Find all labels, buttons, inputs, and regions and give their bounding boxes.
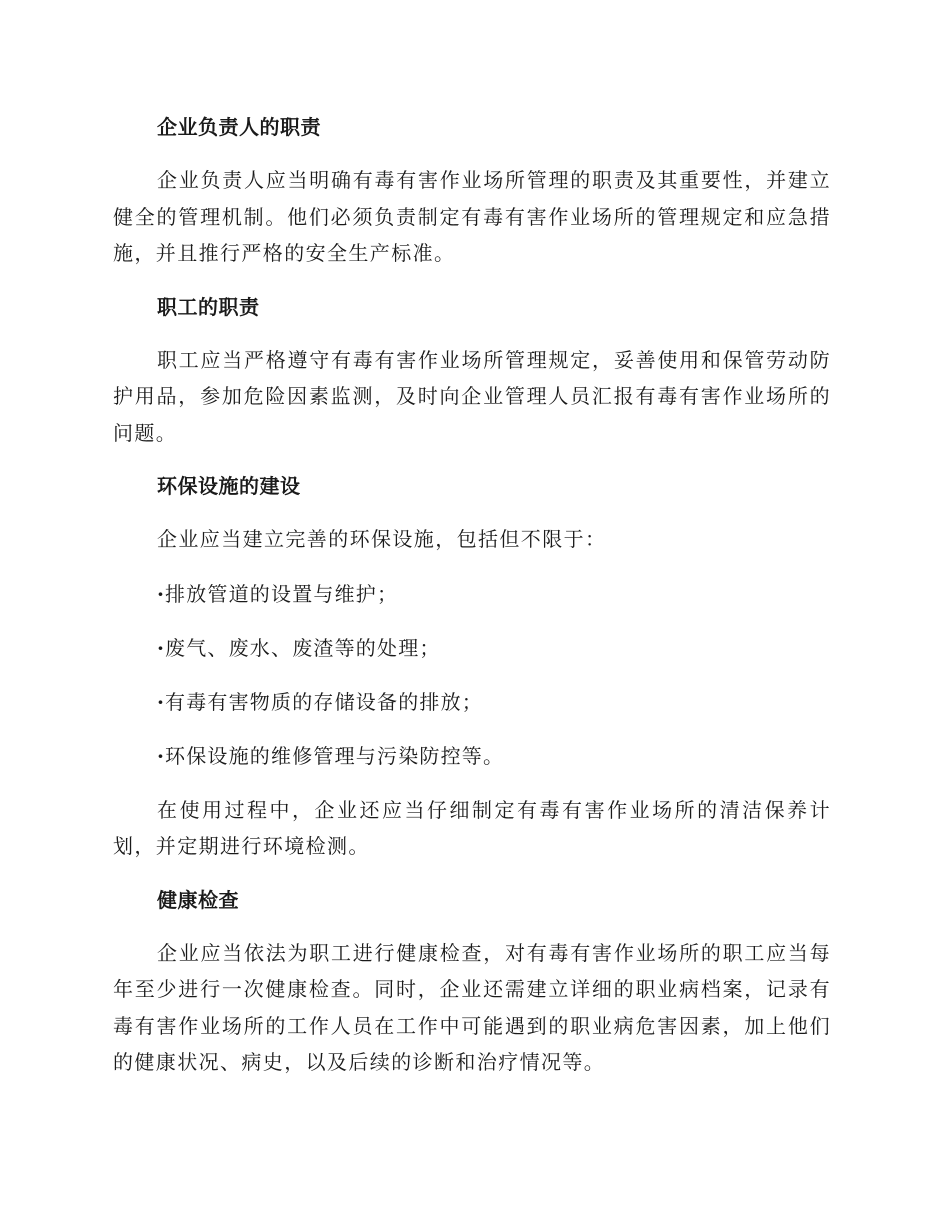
paragraph-staff-duties: 职工应当严格遵守有毒有害作业场所管理规定，妥善使用和保管劳动防护用品，参加危险因素监测，及时向企业管理人员汇报有毒有害作业场所的问题。: [113, 347, 831, 445]
bullet-mark: ·: [157, 635, 166, 660]
section-heading-health-check: 健康检查: [157, 887, 239, 912]
section-heading-environmental-facilities: 环保设施的建设: [157, 474, 301, 498]
list-item-text: 废气、废水、废渣等的处理；: [165, 635, 441, 660]
bullet-mark: ·: [157, 581, 166, 606]
bullet-mark: ·: [157, 689, 166, 714]
document-page: [113, 108, 831, 1081]
list-item-text: 环保设施的维修管理与污染防控等。: [165, 743, 505, 768]
list-item-text: 排放管道的设置与维护；: [165, 581, 399, 606]
paragraph-health-check: 企业应当依法为职工进行健康检查，对有毒有害作业场所的职工应当每年至少进行一次健康检查。同时，企业还需建立详细的职业病档案，记录有毒有害作业场所的工作人员在工作中可能遇到的职业病危害因素，加上他们的健康状况、病史，以及后续的诊断和治疗情况等。: [113, 940, 831, 1074]
paragraph-manager-duties: 企业负责人应当明确有毒有害作业场所管理的职责及其重要性，并建立健全的管理机制。他们必须负责制定有毒有害作业场所的管理规定和应急措施，并且推行严格的安全生产标准。: [113, 168, 831, 265]
bullet-mark: ·: [157, 743, 166, 768]
paragraph-environmental-intro: 企业应当建立完善的环保设施，包括但不限于：: [157, 527, 607, 551]
list-item: [113, 576, 831, 612]
paragraph-environmental-closing: 在使用过程中，企业还应当仔细制定有毒有害作业场所的清洁保养计划，并定期进行环境检测。: [113, 797, 831, 858]
list-item: [113, 738, 831, 774]
list-item: [113, 684, 831, 720]
list-item-text: 有毒有害物质的存储设备的排放；: [165, 689, 483, 714]
list-item: [113, 630, 831, 666]
section-heading-manager-duties: 企业负责人的职责: [157, 115, 321, 139]
section-heading-staff-duties: 职工的职责: [157, 294, 260, 319]
